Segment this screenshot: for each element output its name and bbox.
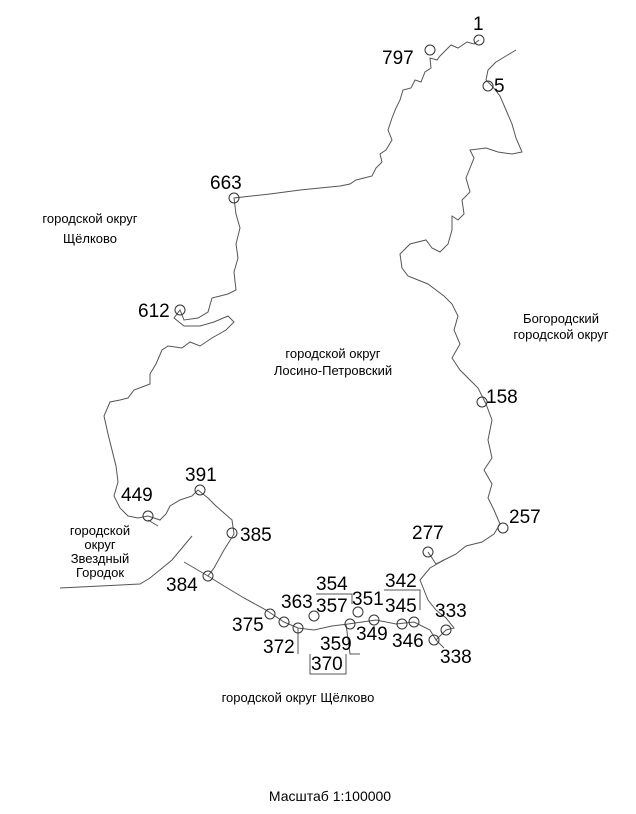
marker-257[interactable] (498, 523, 508, 533)
label-449: 449 (121, 485, 153, 506)
label-257: 257 (509, 507, 541, 528)
area-zvezdny-line2: округ (84, 537, 116, 552)
label-372: 372 (263, 637, 295, 658)
label-391: 391 (185, 465, 217, 486)
boundary-line-277 (428, 552, 444, 564)
area-shchelkovo-top-line2: Щёлково (62, 231, 118, 246)
label-357: 357 (316, 596, 348, 617)
label-5: 5 (494, 76, 505, 97)
label-359: 359 (320, 634, 352, 655)
district-boundary (104, 40, 522, 640)
area-losino-line1: городской округ (285, 346, 381, 361)
map-scale: Масштаб 1:100000 (268, 788, 392, 804)
marker-797[interactable] (425, 45, 435, 55)
label-663: 663 (210, 173, 242, 194)
label-158: 158 (486, 387, 518, 408)
label-612: 612 (138, 301, 170, 322)
area-shchelkovo-bottom: городской округ Щёлково (221, 690, 375, 705)
label-370: 370 (311, 654, 343, 675)
area-losino-line2: Лосино-Петровский (273, 363, 393, 378)
label-349: 349 (356, 624, 388, 645)
label-1: 1 (473, 14, 484, 35)
boundary-line-384 (184, 562, 208, 576)
label-351: 351 (352, 589, 384, 610)
label-375: 375 (232, 615, 264, 636)
area-zvezdny-line1: городской (69, 523, 131, 538)
label-277: 277 (412, 523, 444, 544)
point-labels (121, 14, 541, 675)
label-354: 354 (316, 574, 348, 595)
label-333: 333 (435, 601, 467, 622)
area-bogorodsky-line2: городской округ (513, 327, 609, 342)
marker-375[interactable] (265, 609, 275, 619)
label-385: 385 (240, 525, 272, 546)
label-797: 797 (382, 48, 414, 69)
area-bogorodsky-line1: Богородский (523, 311, 599, 326)
area-labels (42, 211, 608, 705)
label-363: 363 (281, 592, 313, 613)
area-zvezdny-line3: Звездный (70, 551, 130, 566)
label-342: 342 (385, 571, 417, 592)
label-384: 384 (166, 575, 198, 596)
area-zvezdny-line4: Городок (75, 565, 125, 580)
label-338: 338 (440, 647, 472, 668)
label-346: 346 (392, 631, 424, 652)
area-shchelkovo-top-line1: городской округ (42, 211, 138, 226)
label-345: 345 (385, 596, 417, 617)
marker-391[interactable] (195, 485, 205, 495)
point-markers (143, 35, 508, 645)
